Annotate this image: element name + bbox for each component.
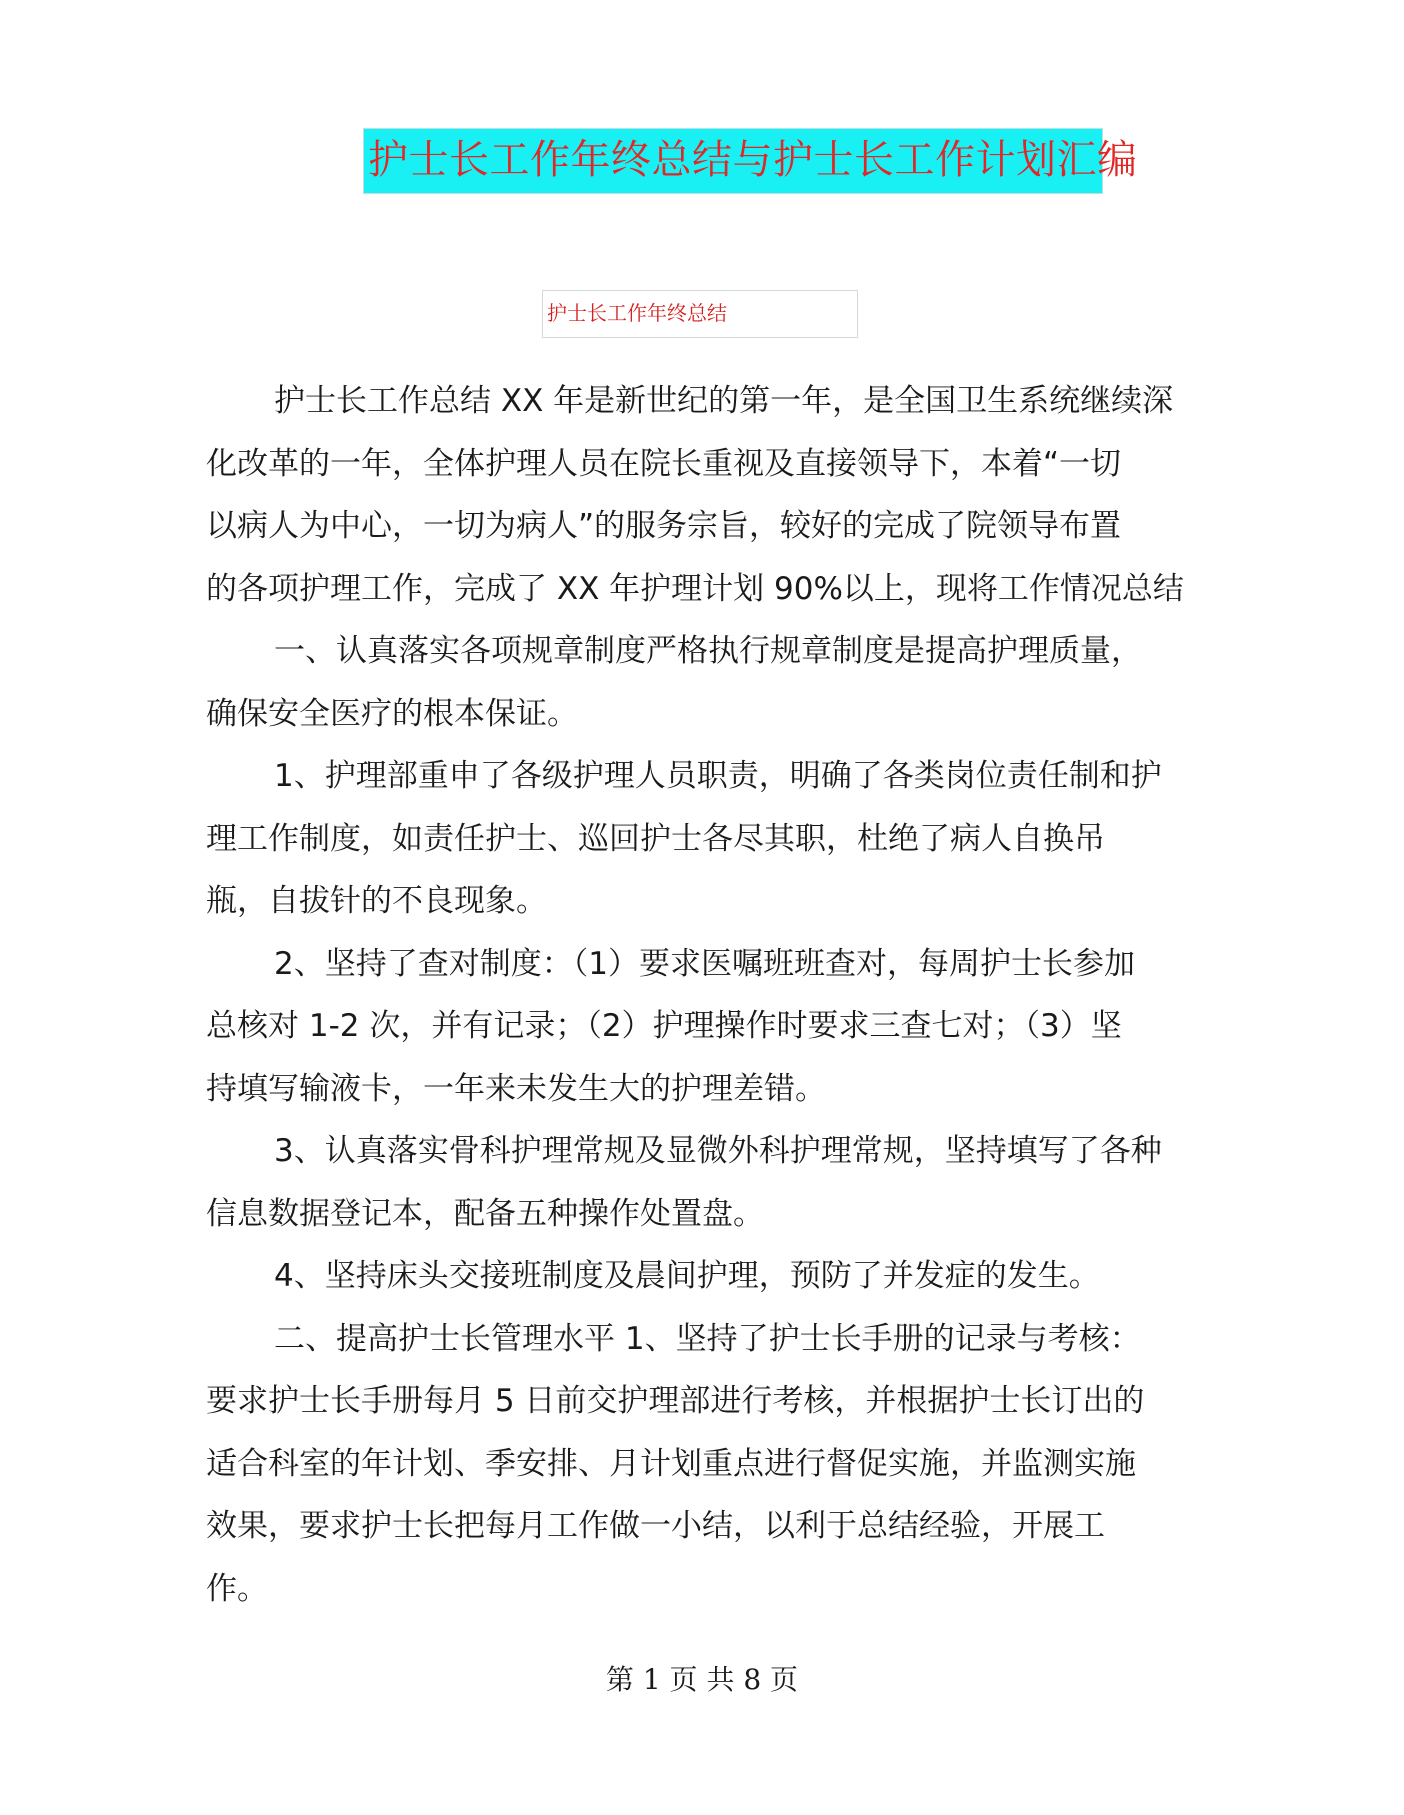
- body-line: 信息数据登记本，配备五种操作处置盘。: [206, 1195, 764, 1232]
- body-line: 4、坚持床头交接班制度及晨间护理，预防了并发症的发生。: [274, 1258, 1100, 1294]
- body-line: 以病人为中心，一切为病人”的服务宗旨，较好的完成了院领导布置: [206, 508, 1122, 544]
- body-line: 护士长工作总结 XX 年是新世纪的第一年，是全国卫生系统继续深: [274, 383, 1174, 419]
- body-line: 适合科室的年计划、季安排、月计划重点进行督促实施，并监测实施: [206, 1445, 1136, 1482]
- body-line: 要求护士长手册每月 5 日前交护理部进行考核，并根据护士长订出的: [206, 1383, 1145, 1419]
- body-line: 2、坚持了查对制度：（1）要求医嘱班班查对，每周护士长参加: [274, 945, 1135, 982]
- body-line: 二、提高护士长管理水平 1、坚持了护士长手册的记录与考核：: [274, 1320, 1141, 1357]
- body-line: 3、认真落实骨科护理常规及显微外科护理常规，坚持填写了各种: [274, 1133, 1162, 1169]
- body-line: 化改革的一年，全体护理人员在院长重视及直接领导下，本着“一切: [206, 445, 1122, 482]
- page-footer: 第 1 页 共 8 页: [605, 1663, 799, 1696]
- subtitle-box: [542, 290, 858, 338]
- body-line: 理工作制度，如责任护士、巡回护士各尽其职，杜绝了病人自换吊: [206, 820, 1105, 857]
- section-subtitle: 护士长工作年终总结: [547, 301, 727, 325]
- body-line: 确保安全医疗的根本保证。: [206, 695, 578, 732]
- body-line: 总核对 1-2 次，并有记录；（2）护理操作时要求三查七对；（3）坚: [206, 1008, 1122, 1044]
- body-line: 持填写输液卡，一年来未发生大的护理差错。: [206, 1070, 826, 1107]
- body-line: 效果，要求护士长把每月工作做一小结，以利于总结经验，开展工: [206, 1508, 1105, 1544]
- body-line: 1、护理部重申了各级护理人员职责，明确了各类岗位责任制和护: [274, 758, 1162, 794]
- body-line: 一、认真落实各项规章制度严格执行规章制度是提高护理质量，: [274, 633, 1142, 669]
- body-line: 作。: [206, 1570, 268, 1607]
- body-line: 的各项护理工作，完成了 XX 年护理计划 90%以上，现将工作情况总结: [206, 570, 1184, 607]
- document-title: 护士长工作年终总结与护士长工作计划汇编: [368, 137, 1138, 183]
- body-text: [206, 370, 1206, 1620]
- title-highlight-box: [363, 128, 1138, 194]
- body-line: 瓶，自拔针的不良现象。: [206, 883, 547, 919]
